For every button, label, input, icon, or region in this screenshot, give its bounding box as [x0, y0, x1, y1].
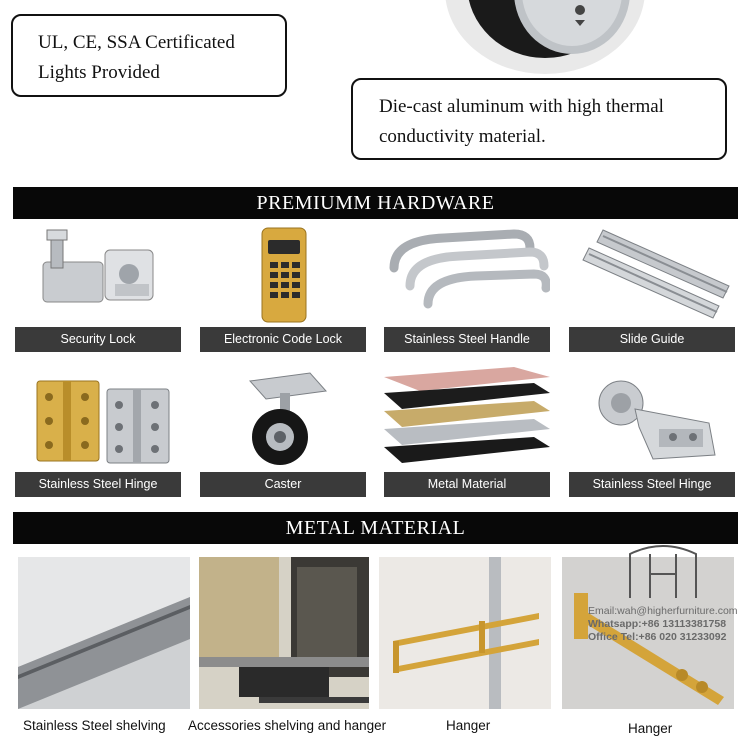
hardware-tile	[200, 367, 366, 497]
watermark-email: Email:wah@higherfurniture.com	[588, 605, 738, 617]
hardware-tile	[15, 367, 181, 497]
metal-label: Hanger	[628, 721, 673, 736]
hardware-label: Caster	[200, 472, 366, 497]
contact-watermark	[588, 605, 738, 644]
metal-label: Accessories shelving and hanger	[188, 718, 387, 733]
hardware-label: Stainless Steel Hinge	[15, 472, 181, 497]
material-callout	[351, 78, 727, 160]
lamp-product-photo	[440, 0, 650, 76]
brand-logo-icon	[628, 544, 698, 603]
concealed-hinge-icon	[569, 367, 735, 471]
hardware-label: Stainless Steel Hinge	[569, 472, 735, 497]
metal-label: Stainless Steel shelving	[23, 718, 166, 733]
slide-guide-icon	[569, 222, 735, 326]
hardware-label: Slide Guide	[569, 327, 735, 352]
metal-label: Hanger	[446, 718, 491, 733]
hardware-label: Metal Material	[384, 472, 550, 497]
hardware-tile	[569, 367, 735, 497]
hardware-tile	[200, 222, 366, 352]
caster-icon	[200, 367, 366, 471]
hardware-section-title: PREMIUMM HARDWARE	[13, 187, 738, 219]
steel-handle-icon	[384, 222, 550, 326]
electronic-code-lock-icon	[200, 222, 366, 326]
callout-line: Lights Provided	[38, 62, 160, 83]
security-lock-icon	[15, 222, 181, 326]
hardware-tile	[15, 222, 181, 352]
watermark-office: Office Tel:+86 020 31233092	[588, 631, 727, 643]
hardware-tile	[384, 222, 550, 352]
steel-shelving-photo	[18, 557, 190, 709]
hardware-tile	[569, 222, 735, 352]
accessories-shelving-photo	[199, 557, 369, 709]
gold-hinge-icon	[15, 367, 181, 471]
certification-callout	[11, 14, 287, 97]
gold-hanger-photo	[379, 557, 551, 709]
hardware-label: Electronic Code Lock	[200, 327, 366, 352]
callout-line: conductivity material.	[379, 126, 546, 147]
metal-section-title: METAL MATERIAL	[13, 512, 738, 544]
callout-line: UL, CE, SSA Certificated	[38, 32, 235, 53]
callout-line: Die-cast aluminum with high thermal	[379, 96, 664, 117]
watermark-whatsapp: Whatsapp:+86 13113381758	[588, 618, 727, 630]
hardware-label: Security Lock	[15, 327, 181, 352]
metal-profile-icon	[384, 367, 550, 471]
hardware-tile	[384, 367, 550, 497]
hardware-label: Stainless Steel Handle	[384, 327, 550, 352]
